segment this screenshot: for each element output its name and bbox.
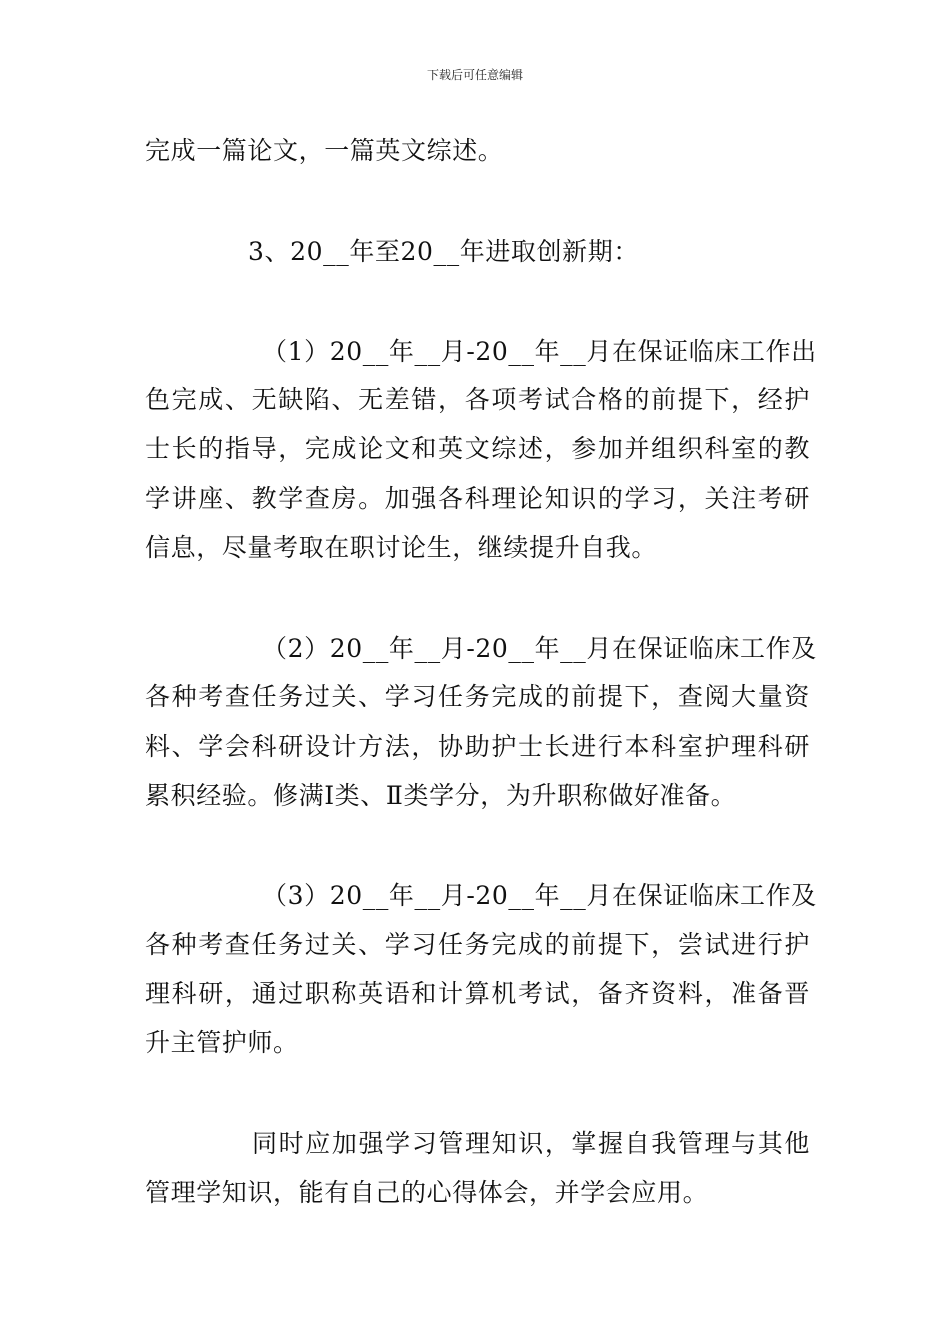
text-line: 升主管护师。 (145, 1028, 299, 1057)
text-line: 士长的指导，完成论文和英文综述，参加并组织科室的教 (145, 434, 810, 463)
text-line: 管理学知识，能有自己的心得体会，并学会应用。 (145, 1178, 709, 1207)
text-line: 同时应加强学习管理知识，掌握自我管理与其他 (252, 1129, 810, 1158)
text-line: 累积经验。修满Ⅰ类、Ⅱ类学分，为升职称做好准备。 (145, 781, 737, 810)
text-line: 各种考查任务过关、学习任务完成的前提下，查阅大量资 (145, 682, 810, 711)
page-header-note: 下载后可任意编辑 (426, 68, 523, 82)
text-line: 料、学会科研设计方法，协助护士长进行本科室护理科研 (145, 732, 810, 761)
text-line: （3）20__年__月-20__年__月在保证临床工作及 (262, 881, 817, 910)
text-line: 信息，尽量考取在职讨论生，继续提升自我。 (145, 533, 658, 562)
text-line: 各种考查任务过关、学习任务完成的前提下，尝试进行护 (145, 930, 810, 959)
section-heading: 3、20__年至20__年进取创新期： (248, 237, 639, 266)
text-line: 学讲座、教学查房。加强各科理论知识的学习，关注考研 (145, 484, 810, 513)
text-line: 完成一篇论文，一篇英文综述。 (145, 136, 504, 165)
text-line: 色完成、无缺陷、无差错，各项考试合格的前提下，经护 (145, 385, 810, 414)
text-line: （2）20__年__月-20__年__月在保证临床工作及 (262, 634, 817, 663)
text-line: （1）20__年__月-20__年__月在保证临床工作出 (262, 337, 817, 366)
text-line: 理科研，通过职称英语和计算机考试，备齐资料，准备晋 (145, 979, 810, 1008)
